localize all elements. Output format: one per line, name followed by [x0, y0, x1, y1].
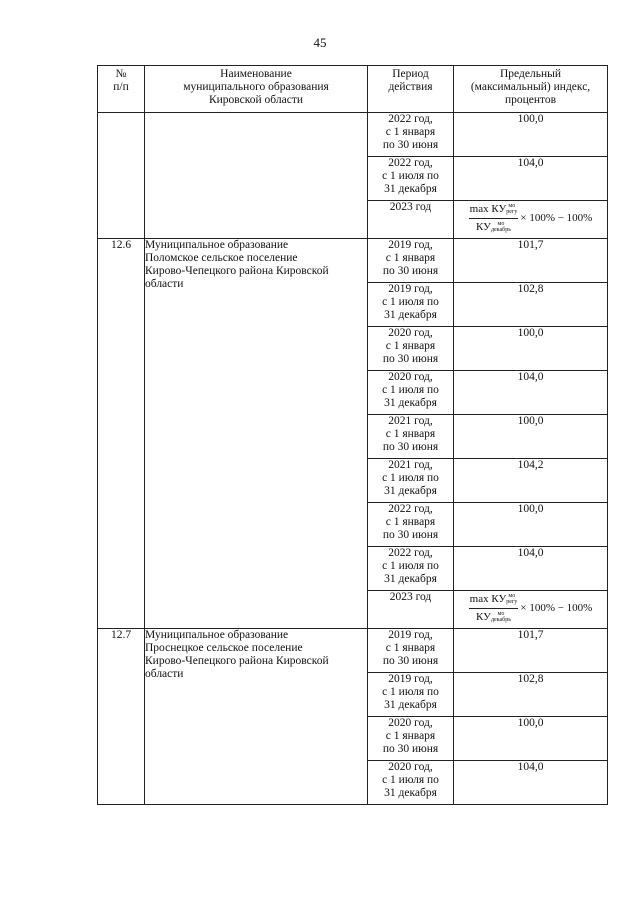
- row-number: 12.7: [98, 629, 145, 805]
- page-number: 45: [313, 35, 327, 50]
- index-value-cell: [454, 201, 608, 239]
- period-cell: 2019 год, с 1 января по 30 июня: [368, 629, 454, 673]
- period-cell: 2019 год, с 1 января по 30 июня: [368, 239, 454, 283]
- header-name: Наименование муниципального образования Кировской области: [145, 66, 368, 113]
- header-num: № п/п: [98, 66, 145, 113]
- period-cell: 2020 год, с 1 июля по 31 декабря: [368, 371, 454, 415]
- period-cell: 2022 год, с 1 января по 30 июня: [368, 503, 454, 547]
- index-formula: [469, 593, 593, 624]
- period-cell: 2019 год, с 1 июля по 31 декабря: [368, 673, 454, 717]
- index-value-cell: 104,2: [454, 459, 608, 503]
- period-cell: 2020 год, с 1 января по 30 июня: [368, 717, 454, 761]
- formula-sup: мо: [508, 203, 516, 210]
- municipality-name: Муниципальное образование Поломское сельское поселение Кирово-Чепецкого района Кировской области: [145, 239, 368, 629]
- formula-numer-indices: [506, 593, 517, 605]
- formula-sub-numer: регу: [506, 209, 518, 216]
- period-cell: 2020 год, с 1 июля по 31 декабря: [368, 761, 454, 805]
- municipality-name: [145, 113, 368, 239]
- table-body: [98, 113, 608, 805]
- formula-sub-denom: декабрь: [490, 617, 511, 624]
- row-number: 12.6: [98, 239, 145, 629]
- formula-sup: мо: [497, 611, 505, 618]
- formula-fraction: [469, 593, 519, 624]
- index-value-cell: 102,8: [454, 673, 608, 717]
- formula-numer-prefix: max КУ: [469, 203, 507, 215]
- formula-fraction: [469, 203, 519, 234]
- table-row: [98, 113, 608, 157]
- period-cell: 2020 год, с 1 января по 30 июня: [368, 327, 454, 371]
- formula-denom-indices: [491, 611, 511, 623]
- formula-denom-prefix: КУ: [476, 221, 491, 233]
- index-value-cell: 100,0: [454, 503, 608, 547]
- tariff-index-table: [97, 65, 608, 805]
- formula-denominator: [475, 219, 512, 234]
- municipality-name: Муниципальное образование Проснецкое сельское поселение Кирово-Чепецкого района Кировской области: [145, 629, 368, 805]
- index-value-cell: 102,8: [454, 283, 608, 327]
- index-value-cell: 100,0: [454, 113, 608, 157]
- formula-numerator: [469, 203, 519, 219]
- header-period: Период действия: [368, 66, 454, 113]
- row-number: [98, 113, 145, 239]
- index-value-cell: 100,0: [454, 717, 608, 761]
- index-formula: [469, 203, 593, 234]
- formula-denom-prefix: КУ: [476, 611, 491, 623]
- header-index: Предельный (максимальный) индекс, процентов: [454, 66, 608, 113]
- formula-sup: мо: [497, 221, 505, 228]
- formula-tail: × 100% − 100%: [520, 212, 593, 224]
- table-header-row: [98, 66, 608, 113]
- period-cell: 2023 год: [368, 591, 454, 629]
- period-cell: 2022 год, с 1 июля по 31 декабря: [368, 547, 454, 591]
- period-cell: 2021 год, с 1 января по 30 июня: [368, 415, 454, 459]
- period-cell: 2023 год: [368, 201, 454, 239]
- index-value-cell: 100,0: [454, 327, 608, 371]
- formula-denominator: [475, 609, 512, 624]
- table-row: [98, 629, 608, 673]
- period-cell: 2019 год, с 1 июля по 31 декабря: [368, 283, 454, 327]
- index-value-cell: 104,0: [454, 547, 608, 591]
- index-value-cell: 104,0: [454, 157, 608, 201]
- formula-sub-numer: регу: [506, 599, 518, 606]
- period-cell: 2021 год, с 1 июля по 31 декабря: [368, 459, 454, 503]
- formula-sub-denom: декабрь: [490, 227, 511, 234]
- index-value-cell: 101,7: [454, 239, 608, 283]
- table-row: [98, 239, 608, 283]
- formula-numer-indices: [506, 203, 517, 215]
- index-value-cell: 101,7: [454, 629, 608, 673]
- formula-denom-indices: [491, 221, 511, 233]
- index-value-cell: 104,0: [454, 761, 608, 805]
- index-value-cell: 100,0: [454, 415, 608, 459]
- formula-numerator: [469, 593, 519, 609]
- formula-tail: × 100% − 100%: [520, 602, 593, 614]
- index-value-cell: 104,0: [454, 371, 608, 415]
- period-cell: 2022 год, с 1 июля по 31 декабря: [368, 157, 454, 201]
- formula-numer-prefix: max КУ: [469, 593, 507, 605]
- period-cell: 2022 год, с 1 января по 30 июня: [368, 113, 454, 157]
- formula-sup: мо: [508, 593, 516, 600]
- index-value-cell: [454, 591, 608, 629]
